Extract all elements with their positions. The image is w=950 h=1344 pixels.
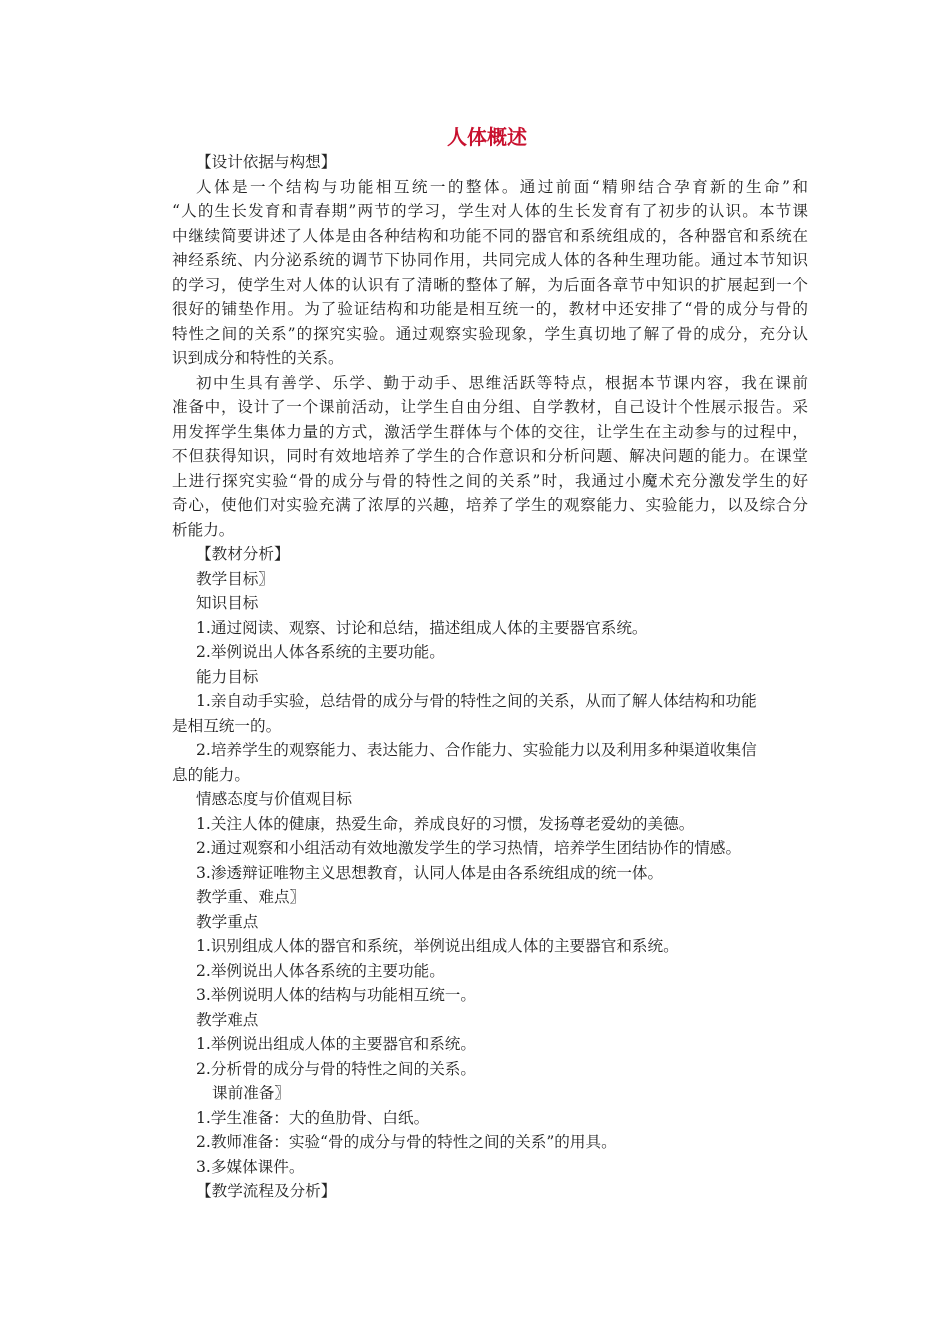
text-line: 不但获得知识，同时有效地培养了学生的合作意识和分析问题、解决问题的能力。在课堂 — [172, 447, 808, 465]
flow-heading: 【教学流程及分析】 — [196, 1182, 337, 1200]
document-body — [172, 150, 808, 1204]
key-difficult-heading: 教学重、难点〗 — [196, 888, 306, 906]
text-line: 很好的铺垫作用。为了验证结构和功能是相互统一的，教材中还安排了“骨的成分与骨的 — [172, 300, 808, 318]
list-item: 1.亲自动手实验，总结骨的成分与骨的特性之间的关系，从而了解人体结构和功能 — [196, 692, 757, 710]
text-line: 初中生具有善学、乐学、勤于动手、思维活跃等特点，根据本节课内容，我在课前 — [196, 373, 808, 392]
text-line: 特性之间的关系”的探究实验。通过观察实验现象，学生真切地了解了骨的成分，充分认 — [172, 324, 808, 343]
list-item: 3.多媒体课件。 — [196, 1157, 305, 1176]
list-item: 1.通过阅读、观察、讨论和总结，描述组成人体的主要器官系统。 — [196, 618, 648, 637]
text-line: 上进行探究实验“骨的成分与骨的特性之间的关系”时，我通过小魔术充分激发学生的好 — [172, 471, 808, 490]
text-line: “人的生长发育和青春期”两节的学习，学生对人体的生长发育有了初步的认识。本节课 — [172, 202, 808, 220]
text-line: 的学习，使学生对人体的认识有了清晰的整体了解，为后面各章节中知识的扩展起到一个 — [172, 275, 808, 294]
knowledge-heading: 知识目标 — [196, 594, 259, 612]
key-heading: 教学重点 — [196, 912, 259, 931]
prep-heading: 课前准备〗 — [212, 1084, 290, 1102]
list-item-continuation: 息的能力。 — [172, 765, 250, 784]
difficult-heading: 教学难点 — [196, 1010, 259, 1029]
text-line: 神经系统、内分泌系统的调节下协同作用，共同完成人体的各种生理功能。通过本节知识 — [172, 251, 808, 269]
analysis-heading: 【教材分析】 — [196, 545, 290, 563]
goals-heading: 教学目标〗 — [196, 569, 274, 588]
list-item: 2.教师准备：实验“骨的成分与骨的特性之间的关系”的用具。 — [196, 1133, 617, 1151]
ability-heading: 能力目标 — [196, 667, 259, 686]
list-item: 1.学生准备：大的鱼肋骨、白纸。 — [196, 1108, 430, 1127]
text-line: 识到成分和特性的关系。 — [172, 349, 344, 367]
design-paragraph-1 — [172, 175, 808, 371]
list-item: 2.举例说出人体各系统的主要功能。 — [196, 961, 445, 980]
text-line: 准备中，设计了一个课前活动，让学生自由分组、自学教材，自己设计个性展示报告。采 — [172, 398, 808, 416]
list-item: 2.举例说出人体各系统的主要功能。 — [196, 643, 445, 661]
list-item: 2.通过观察和小组活动有效地激发学生的学习热情，培养学生团结协作的情感。 — [196, 839, 742, 857]
list-item-continuation: 是相互统一的。 — [172, 716, 282, 735]
list-item: 1.关注人体的健康，热爱生命，养成良好的习惯，发扬尊老爱幼的美德。 — [196, 814, 695, 833]
page-title: 人体概述 — [447, 125, 527, 149]
list-item: 3.举例说明人体的结构与功能相互统一。 — [196, 986, 476, 1004]
emotion-heading: 情感态度与价值观目标 — [196, 790, 352, 808]
list-item: 2.分析骨的成分与骨的特性之间的关系。 — [196, 1059, 476, 1078]
text-line: 人体是一个结构与功能相互统一的整体。通过前面“精卵结合孕育新的生命”和 — [196, 177, 808, 196]
list-item: 2.培养学生的观察能力、表达能力、合作能力、实验能力以及利用多种渠道收集信 — [196, 741, 757, 759]
design-paragraph-2 — [172, 371, 808, 543]
text-line: 析能力。 — [172, 520, 235, 539]
list-item: 1.举例说出组成人体的主要器官和系统。 — [196, 1035, 476, 1053]
design-heading: 【设计依据与构想】 — [196, 153, 337, 171]
text-line: 用发挥学生集体力量的方式，激活学生群体与个体的交往，让学生在主动参与的过程中， — [172, 422, 808, 441]
text-line: 中继续简要讲述了人体是由各种结构和功能不同的器官和系统组成的，各种器官和系统在 — [172, 226, 808, 245]
text-line: 奇心，使他们对实验充满了浓厚的兴趣，培养了学生的观察能力、实验能力，以及综合分 — [172, 496, 808, 514]
list-item: 1.识别组成人体的器官和系统，举例说出组成人体的主要器官和系统。 — [196, 937, 679, 955]
list-item: 3.渗透辩证唯物主义思想教育，认同人体是由各系统组成的统一体。 — [196, 863, 664, 882]
